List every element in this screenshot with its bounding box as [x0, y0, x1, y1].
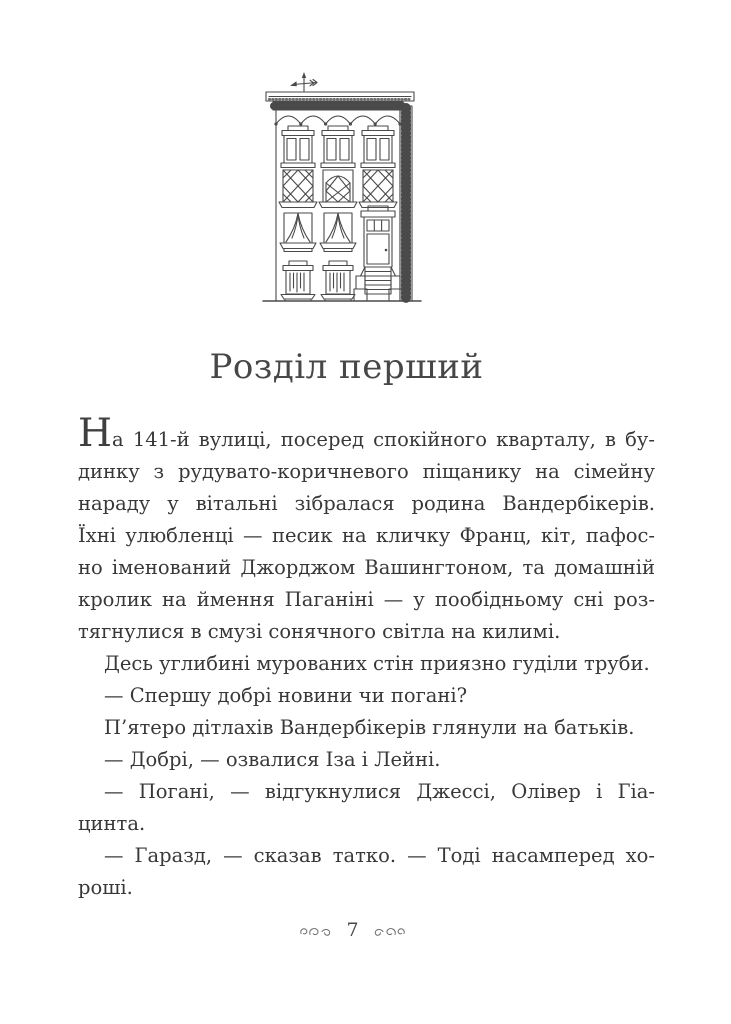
chapter-title: Розділ перший: [209, 347, 484, 387]
paragraph: [78, 648, 655, 680]
text-line: Їхні улюбленці — песик на кличку Франц, кіт, пафос-: [78, 524, 655, 547]
text-line: цинта.: [78, 812, 146, 835]
paragraph: [78, 712, 655, 744]
text-line: — Гаразд, — сказав татко. — Тоді насамперед хо-: [104, 844, 655, 867]
text-line: тягнулися в смузі сонячного світла на килимі.: [78, 620, 561, 643]
text-line: но іменований Джорджом Вашингтоном, та домашній: [78, 556, 655, 579]
text-line: роші.: [78, 876, 133, 899]
body-text: [78, 411, 655, 904]
text-line: — Погані, — відгукнулися Джессі, Олівер і Гіа-: [104, 780, 655, 803]
text-line: нараду у вітальні зібралася родина Вандербікерів.: [78, 492, 655, 515]
paragraph: [78, 411, 655, 648]
brownstone-house-illustration: [262, 70, 422, 304]
text-line: динку з рудувато-коричневого піщанику на сімейну: [78, 460, 655, 483]
paragraph: [78, 840, 655, 904]
paragraph: [78, 744, 655, 776]
text-line: На 141-й вулиці, посеред спокійного кварталу, в бу-: [78, 411, 655, 456]
raised-cap: Н: [78, 411, 113, 456]
text-line: кролик на ймення Паганіні — у пообідньому сні роз-: [78, 588, 655, 611]
paragraph: [78, 776, 655, 840]
floral-scroll-right-icon: [372, 926, 406, 938]
page-footer: [64, 921, 641, 942]
paragraph: [78, 680, 655, 712]
text-line: — Добрі, — озвалися Іза і Лейні.: [104, 748, 441, 771]
text-line: П’ятеро дітлахів Вандербікерів глянули на батьків.: [104, 716, 635, 739]
text-line: — Спершу добрі новини чи погані?: [104, 684, 468, 707]
floral-scroll-left-icon: [299, 926, 333, 938]
page-number: 7: [346, 919, 359, 941]
text-line: Десь углибині мурованих стін приязно гуділи труби.: [104, 652, 650, 675]
